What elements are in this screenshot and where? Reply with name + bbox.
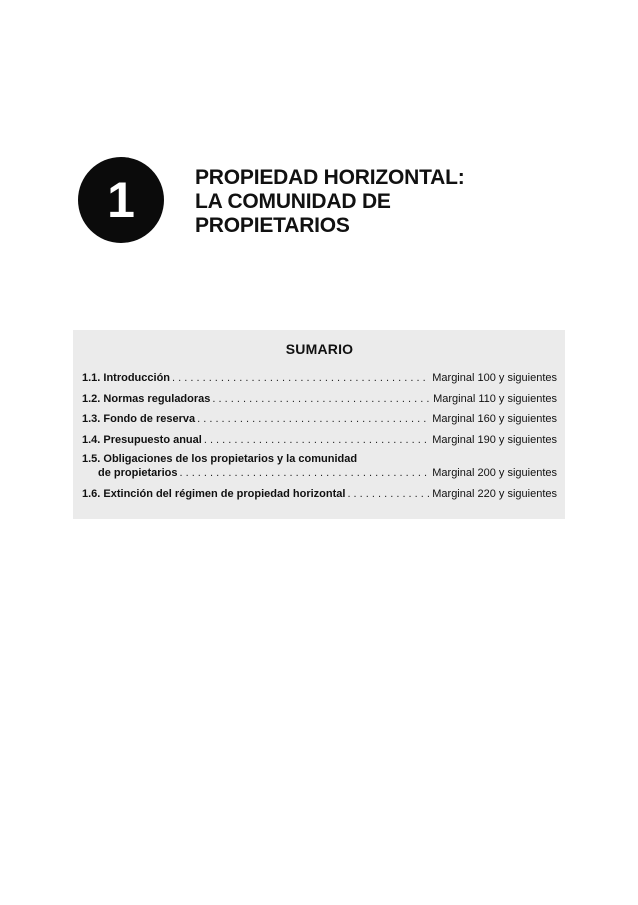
toc-line [82,392,557,407]
summary-title: SUMARIO [285,341,354,357]
chapter-title-line: PROPIETARIOS [195,214,350,237]
toc-item[interactable] [82,487,557,502]
chapter-header [78,153,558,248]
toc-leader-dots [204,433,429,448]
toc-label: 1.4. Presupuesto anual [82,433,202,446]
toc-line [82,433,557,448]
toc-reference: Marginal 110 y siguientes [433,392,557,405]
toc-leader-dots [172,371,429,386]
toc-reference: Marginal 190 y siguientes [432,433,557,446]
toc-label: 1.3. Fondo de reserva [82,413,196,425]
toc-item[interactable] [82,371,557,386]
toc-item[interactable] [82,433,557,448]
chapter-title-line: PROPIEDAD HORIZONTAL: [195,166,465,189]
toc-reference: Marginal 160 y siguientes [432,413,557,425]
toc-line [82,466,557,481]
toc-line [82,412,557,427]
toc-leader-dots [212,392,430,407]
table-of-contents [82,371,557,502]
toc-label: 1.1. Introducción [82,372,171,384]
toc-reference: Marginal 220 y siguientes [432,487,557,500]
toc-leader-dots [197,412,429,427]
toc-label: 1.2. Normas reguladoras [82,392,211,405]
toc-item[interactable] [82,392,557,407]
toc-item[interactable] [82,412,557,427]
toc-line [82,371,557,386]
toc-leader-dots [179,466,429,481]
toc-reference: Marginal 200 y siguientes [432,467,557,479]
toc-item[interactable] [82,453,557,481]
toc-label-line1: 1.5. Obligaciones de los propietarios y la comunidad [82,453,358,465]
chapter-title-line: LA COMUNIDAD DE [195,190,391,213]
summary-box [73,330,565,519]
toc-reference: Marginal 100 y siguientes [432,372,557,384]
chapter-title [195,166,465,238]
toc-label: 1.6. Extinción del régimen de propiedad horizontal [82,487,346,500]
chapter-number-badge: 1 [78,157,164,243]
toc-label: de propietarios [98,467,178,479]
toc-leader-dots [347,487,429,502]
toc-line [82,487,557,502]
